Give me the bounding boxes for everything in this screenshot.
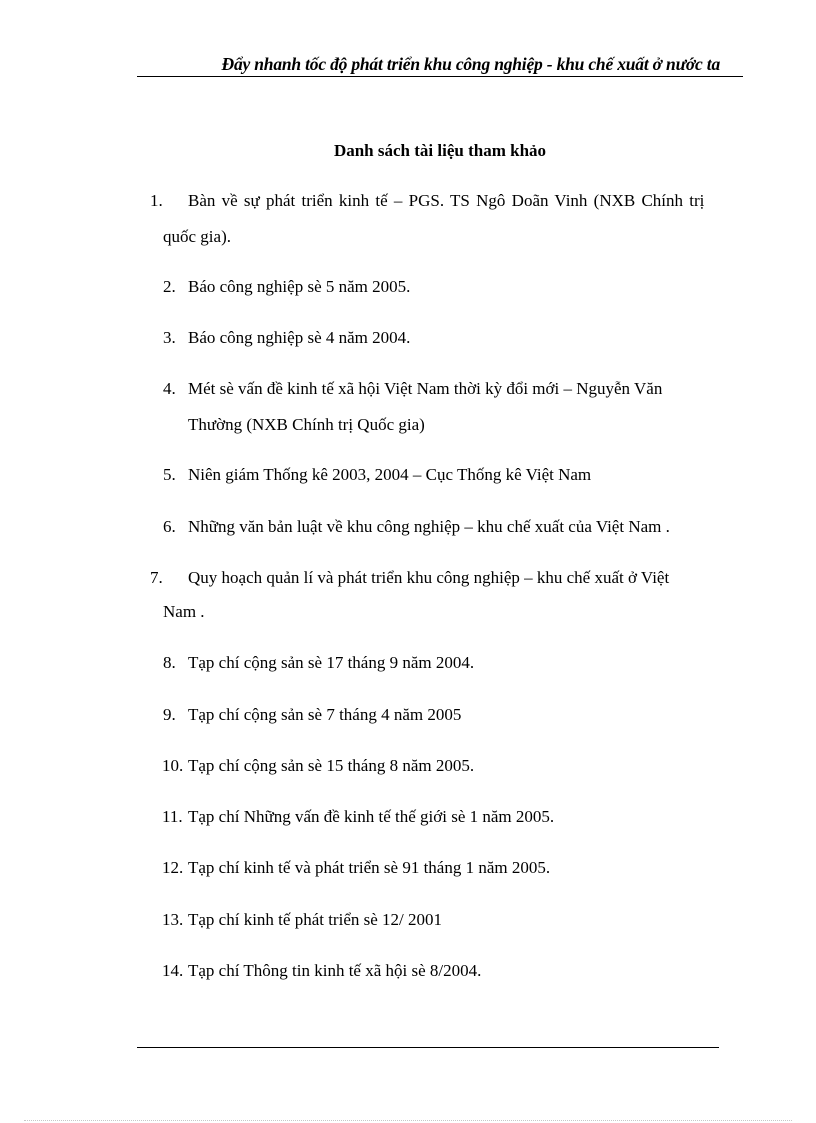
item-number: 11. [162, 807, 183, 826]
item-number: 4. [163, 379, 176, 398]
header-title: Đẩy nhanh tốc độ phát triển khu công nghiệp - khu chế xuất ở nước ta [221, 54, 720, 74]
item-text: Tạp chí Những vấn đề kinh tế thế giới sè 1 năm 2005. [188, 807, 555, 826]
item-number: 14. [162, 961, 184, 980]
item-text-continued: Thường (NXB Chính trị Quốc gia) [188, 415, 425, 434]
item-text: Tạp chí Thông tin kinh tế xã hội sè 8/2004. [188, 961, 482, 980]
item-number: 12. [162, 858, 184, 877]
item-text: Tạp chí kinh tế phát triển sè 12/ 2001 [188, 910, 442, 929]
item-text: Tạp chí kinh tế và phát triển sè 91 tháng 1 năm 2005. [188, 858, 551, 877]
item-text: Bàn về sự phát triển kinh tế – PGS. TS Ngô Doãn Vinh (NXB Chính trị [188, 191, 705, 210]
item-text: Tạp chí cộng sản sè 17 tháng 9 năm 2004. [188, 653, 475, 672]
item-number: 9. [163, 705, 176, 724]
item-text: Niên giám Thống kê 2003, 2004 – Cục Thống kê Việt Nam [188, 465, 592, 484]
item-number: 1. [150, 191, 163, 210]
page-edge [24, 1120, 792, 1121]
item-text: Tạp chí cộng sản sè 15 tháng 8 năm 2005. [188, 756, 475, 775]
item-text: Quy hoạch quản lí và phát triển khu công nghiệp – khu chế xuất ở Việt [188, 568, 670, 587]
item-number: 5. [163, 465, 176, 484]
item-text: Tạp chí cộng sản sè 7 tháng 4 năm 2005 [188, 705, 462, 724]
footer-divider [137, 1047, 719, 1048]
item-number: 6. [163, 517, 176, 536]
item-text: Mét sè vấn đề kinh tế xã hội Việt Nam thời kỳ đổi mới – Nguyễn Văn [188, 379, 663, 398]
item-number: 2. [163, 277, 176, 296]
item-number: 10. [162, 756, 184, 775]
item-number: 3. [163, 328, 176, 347]
item-text: Những văn bản luật về khu công nghiệp – khu chế xuất của Việt Nam . [188, 517, 670, 536]
item-number: 8. [163, 653, 176, 672]
item-number: 7. [150, 568, 163, 587]
item-text-continued: Nam . [163, 602, 205, 621]
item-text: Báo công nghiệp sè 5 năm 2005. [188, 277, 411, 296]
item-text-continued: quốc gia). [163, 227, 231, 246]
item-number: 13. [162, 910, 184, 929]
page-title: Danh sách tài liệu tham khảo [333, 141, 547, 160]
header-divider [137, 76, 743, 77]
item-text: Báo công nghiệp sè 4 năm 2004. [188, 328, 411, 347]
